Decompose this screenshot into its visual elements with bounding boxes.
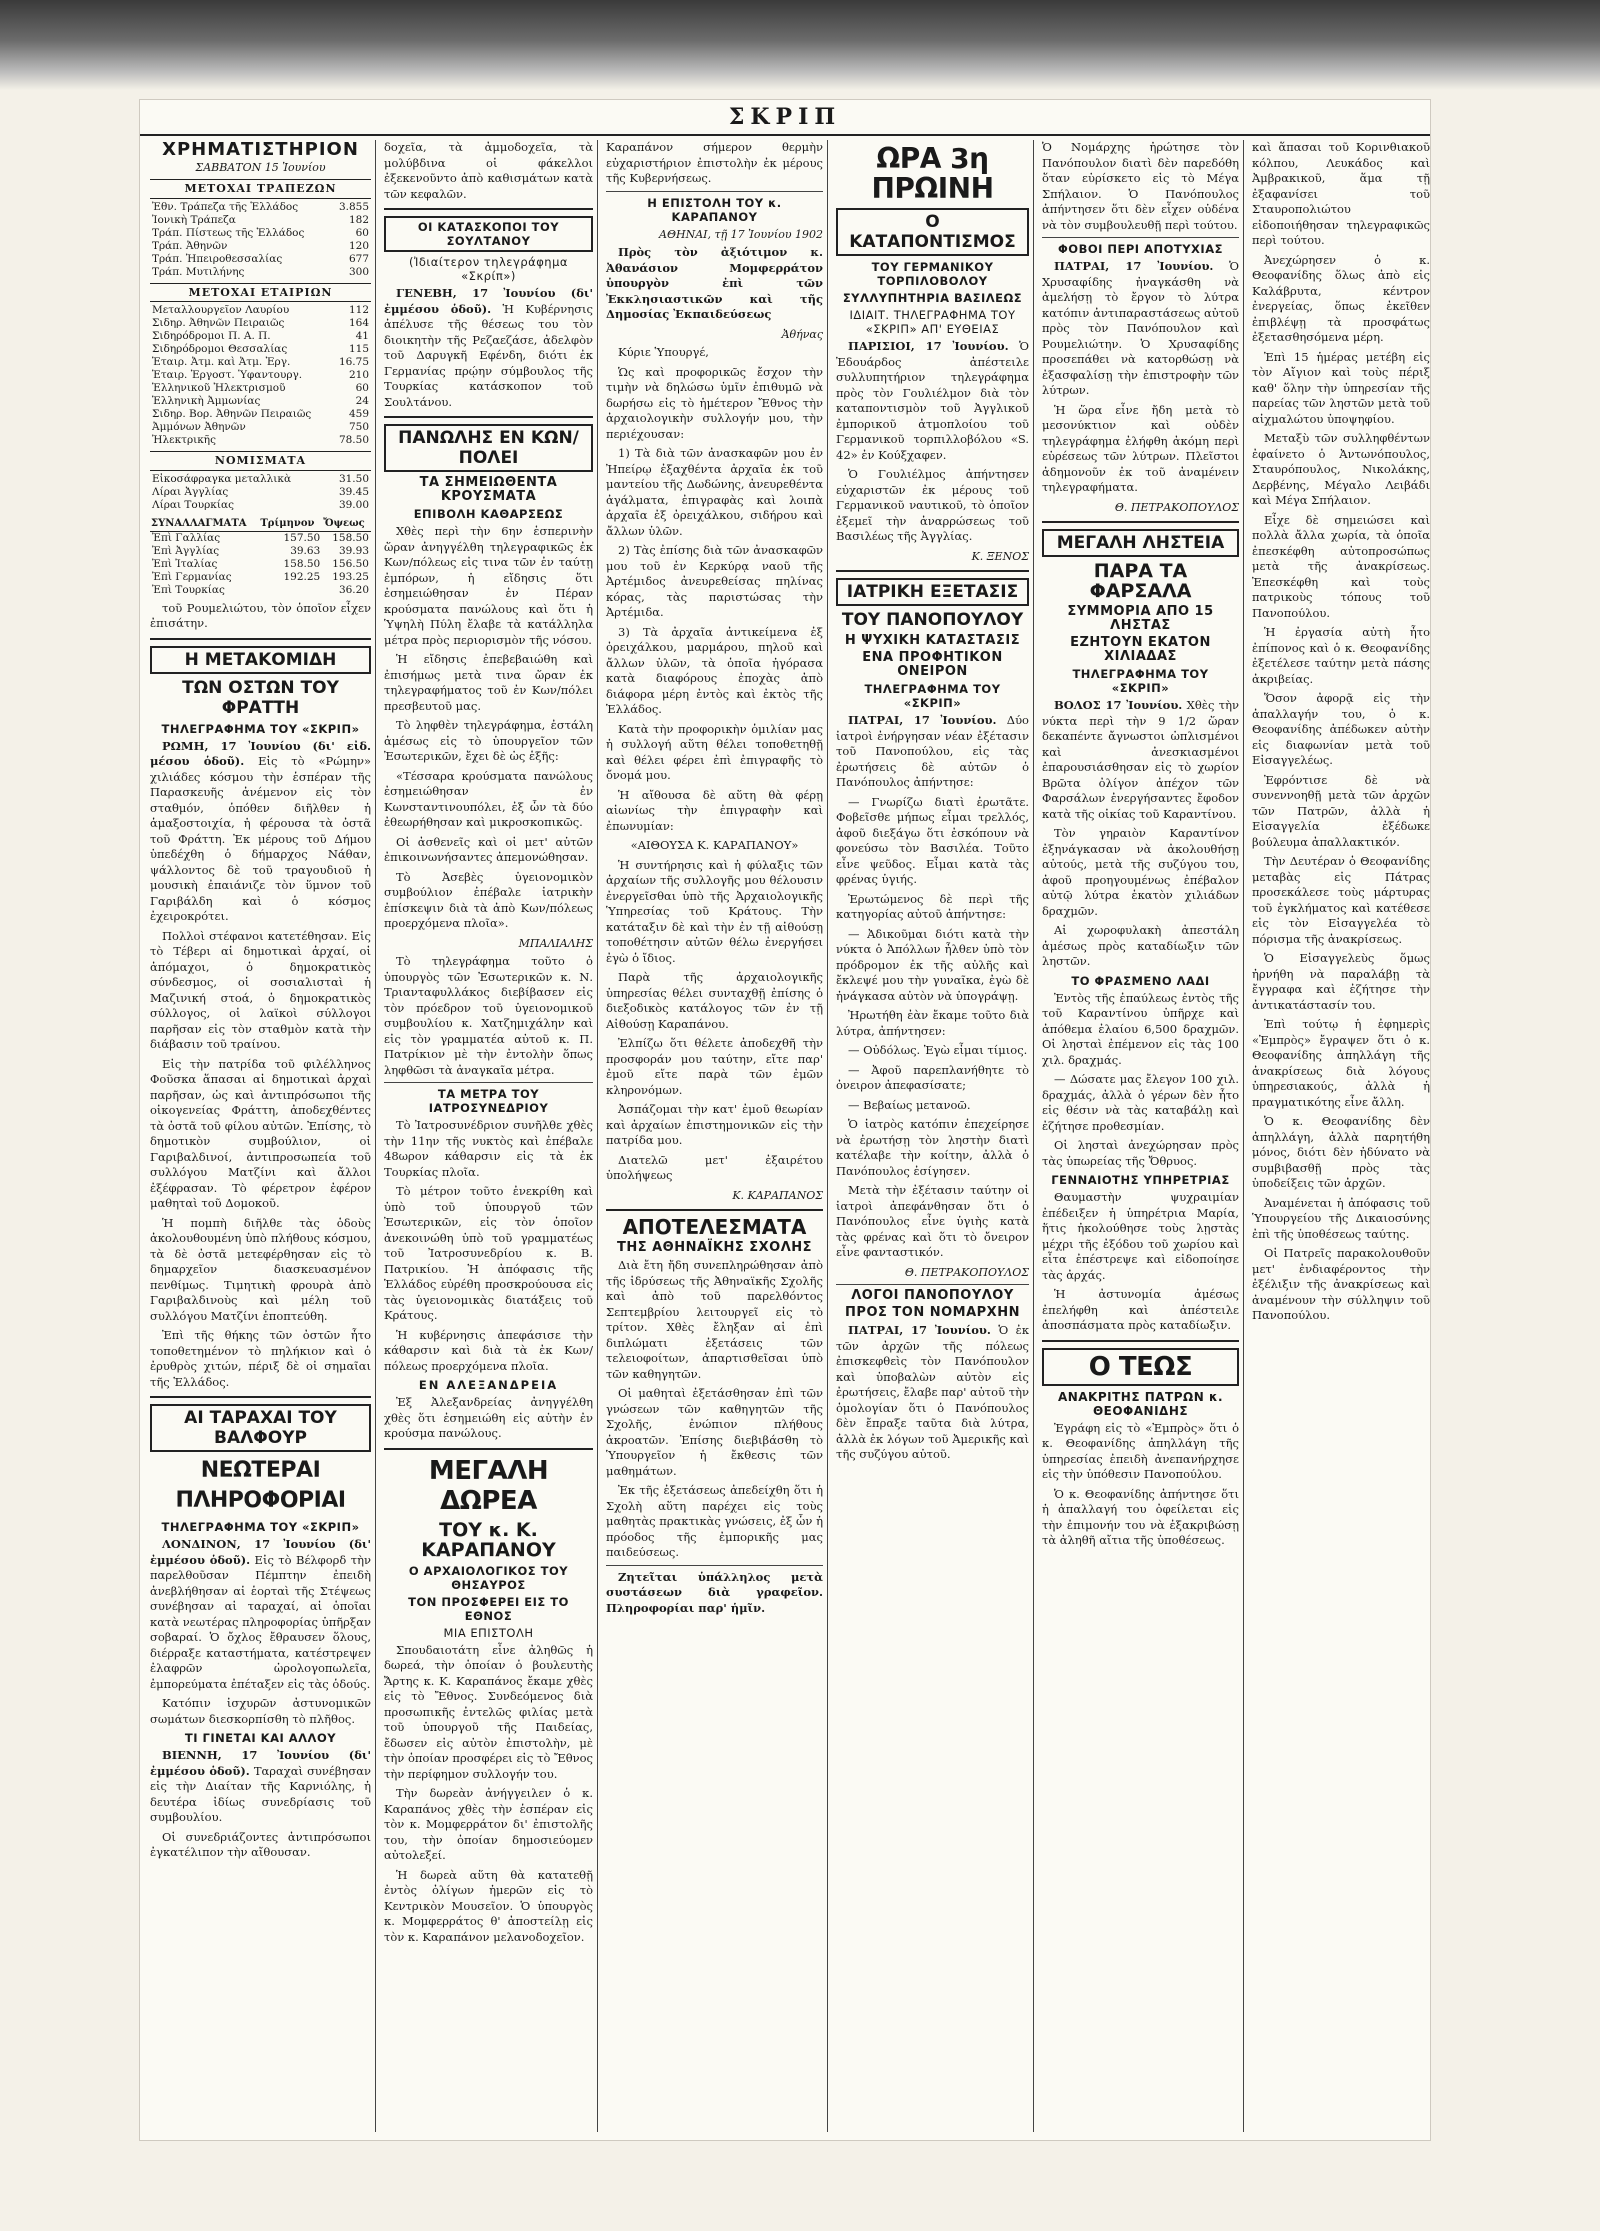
col6-p9: Τὴν Δευτέραν ὁ Θεοφανίδης μεταβὰς εἰς Πάτρας προσεκάλεσε τοὺς μάρτυρας τοῦ ἐγκλήματος καὶ κατέθεσε εἰς τὸν Εἰσαγγελέα τὸ πόρισμα τῆς ἀνακρίσεως. bbox=[1252, 854, 1430, 946]
company-name: Σιδηρόδρομοι Θεσσαλίας bbox=[152, 343, 288, 355]
rule bbox=[836, 570, 1029, 572]
letter-p9: Παρὰ τῆς ἀρχαιολογικῆς ὑπηρεσίας θέλει συνταχθῇ ἐπίσης ὁ διεξοδικὸς κατάλογος τῶν ἐν τῇ Αἰθούσῃ Καραπάνου. bbox=[606, 970, 823, 1031]
exchange-date: ΣΑΒΒΑΤΟΝ 15 Ἰουνίου bbox=[195, 160, 326, 174]
vienna-p1: Ταραχαὶ συνέβησαν εἰς τὴν Διαίταν τῆς Καρνιόλης, ἡ δευτέρα ἰδίως συνεδρίασις τοῦ συμβουλίου. bbox=[150, 1763, 372, 1824]
hospital-p3: Ἡ κυβέρνησις ἀπεφάσισε τὴν κάθαρσιν καὶ διὰ τὰ ἐκ Κων/πόλεως προερχόμενα πλοῖα. bbox=[384, 1327, 593, 1373]
results-p4: Ζητεῖται ὑπάλληλος μετὰ συστάσεων διὰ γραφεῖον. Πληροφορίαι παρ' ἡμῖν. bbox=[606, 1569, 823, 1615]
bank-row bbox=[150, 253, 371, 266]
fears-sign: Θ. ΠΕΤΡΑΚΟΠΟΥΛΟΣ bbox=[1114, 500, 1239, 514]
rule bbox=[384, 416, 593, 418]
company-row bbox=[150, 421, 371, 434]
donation-headline-4: ΤΟΝ ΠΡΟΣΦΕΡΕΙ ΕΙΣ ΤΟ ΕΘΝΟΣ bbox=[408, 1594, 569, 1623]
col6-p7: Ὅσον ἀφορᾷ εἰς τὴν ἀπαλλαγήν του, ὁ κ. Θεοφανίδης ἀπέδωκεν αὐτὴν εἰς διαφωνίαν μετὰ τοῦ Εἰσαγγελέως. bbox=[1252, 691, 1430, 767]
torpedo-p1: Ὁ Ἐδουάρδος ἀπέστειλε συλλυπητήριον τηλεγράφημα πρὸς τὸν Γουλιέλμον διὰ τὸν καταποντισμὸν τοῦ Ἀγγλικοῦ ἐμπορικοῦ ἀτμοπλοίου τοῦ Γερμανικοῦ τορπιλλοβόλου «S. 42» ἐν Κούξχαφεν. bbox=[836, 339, 1030, 462]
hospital-headline: ΤΑ ΜΕΤΡΑ ΤΟΥ ΙΑΤΡΟΣΥΝΕΔΡΙΟΥ bbox=[428, 1087, 549, 1115]
col3-intro: Καραπάνον σήμερον θερμὴν εὐχαριστήριον ἐπιστολὴν ἐκ μέρους τῆς Κυβερνήσεως. bbox=[606, 140, 823, 185]
torpedo-headline: ΩΡΑ 3η ΠΡΩΙΝΗ bbox=[871, 142, 994, 205]
robbery-headline-4: ΕΖΗΤΟΥΝ ΕΚΑΤΟΝ ΧΙΛΙΑΔΑΣ bbox=[1070, 635, 1211, 664]
fx-row bbox=[150, 531, 371, 545]
transfer-p5: Ἐπὶ τῆς θήκης τῶν ὀστῶν ἦτο τοποθετημένον τὸ πηλήκιον καὶ ὁ ἐρυθρὸς χιτών, πέριξ δὲ οἱ σημαῖαι τῆς Ἑλλάδος. bbox=[150, 1328, 371, 1389]
plague-headline-3: ΕΠΙΒΟΛΗ ΚΑΘΑΡΣΕΩΣ bbox=[413, 507, 564, 521]
exam-p9: Ὁ ἰατρὸς κατόπιν ἐπεχείρησε νὰ ἐρωτήσῃ τὸν ληστὴν διατὶ κατέλαβε τὴν κοίτην, ἀλλὰ ὁ Πανόπουλος ἐσίγησεν. bbox=[836, 1117, 1029, 1178]
rule bbox=[606, 1565, 823, 1566]
col6-p11: Ἐπὶ τούτῳ ἡ ἐφημερὶς «Ἐμπρὸς» ἔγραψεν ὅτι ὁ κ. Θεοφανίδης ἀπηλλάγη τῆς ἀνακρίσεως διὰ λόγους ὑπηρεσιακούς, ἀλλὰ ἡ πραγματικότης εἶνε ἄλλη. bbox=[1252, 1017, 1430, 1109]
column-4 bbox=[832, 140, 1034, 2132]
company-value: 750 bbox=[348, 421, 369, 433]
letter-p4: 3) Τὰ ἀρχαῖα ἀντικείμενα ἐξ ὀρειχάλκου, μαρμάρου, πηλοῦ καὶ ἄλλων ὑλῶν, τὰ ὁποῖα ἠγόρασα κατὰ διαφόρους ἐποχὰς ἀπὸ διάφορα μέρη ἐντὸς καὶ ἐκτὸς τῆς Ἑλλάδος. bbox=[606, 624, 823, 716]
fx-value: 158.50 bbox=[332, 531, 369, 544]
rule bbox=[384, 1082, 593, 1083]
banks-title: ΜΕΤΟΧΑΙ ΤΡΑΠΕΖΩΝ bbox=[150, 179, 371, 199]
rule bbox=[150, 1396, 371, 1398]
company-value: 24 bbox=[355, 395, 369, 407]
company-value: 210 bbox=[348, 369, 369, 381]
fx-value: 156.50 bbox=[332, 557, 369, 570]
results-headline: ΑΠΟΤΕΛΕΣΜΑΤΑ bbox=[622, 1215, 807, 1239]
letter-p10: Ἐλπίζω ὅτι θέλετε ἀποδεχθῆ τὴν προσφοράν μου ταύτην, εἴτε παρ' ἐμοῦ εἴτε παρὰ τῶν ἐμῶν κληρονόμων. bbox=[606, 1036, 823, 1097]
fx-head-b: Ὄψεως bbox=[322, 516, 371, 532]
donation-headline: ΜΕΓΑΛΗ ΔΩΡΕΑ bbox=[428, 1455, 549, 1516]
letter-address: Πρὸς τὸν ἀξιότιμον κ. Ἀθανάσιον Μομφερράτον ὑπουργὸν ἐπὶ τῶν Ἐκκλησιαστικῶν καὶ τῆς Δημοσίας Ἐκπαιδεύσεως bbox=[606, 245, 823, 321]
company-value: 459 bbox=[348, 408, 369, 420]
companies-table bbox=[150, 304, 371, 447]
transfer-headline: Η ΜΕΤΑΚΟΜΙΔΗ bbox=[150, 646, 371, 674]
exam-headline: ΙΑΤΡΙΚΗ ΕΞΕΤΑΣΙΣ bbox=[836, 578, 1029, 606]
plague-p2: Ἡ εἴδησις ἐπεβεβαιώθη καὶ ἐπισήμως μετὰ τινα ὥραν ἐκ τηλεγραφήματος τοῦ ἐν Κων/πόλει πρεσβευτοῦ μας. bbox=[384, 652, 593, 713]
robbery-p8: Ἡ ἀστυνομία ἀμέσως ἐπελήφθη καὶ ἀπέστειλε ἀποσπάσματα πρὸς καταδίωξιν. bbox=[1042, 1287, 1239, 1332]
plague-p4: «Τέσσαρα κρούσματα πανώλους ἐσημειώθησαν ἐν Κωνσταντινουπόλει, ἐξ ὧν τὰ δύο ἐθεωρήθησαν καὶ μικροσκοπικῶς. bbox=[384, 768, 593, 829]
torpedo-p2: Ὁ Γουλιέλμος ἀπήντησεν εὐχαριστῶν ἐκ μέρους τοῦ Γερμανικοῦ ναυτικοῦ, τὸ ὁποῖον ἐξεμεῖ τὴν ἀναρρώσεως τοῦ Βασιλέως τῆς Ἀγγλίας. bbox=[836, 467, 1029, 543]
transfer-p1: Εἰς τὸ «Ρώμην» χιλιάδες κόσμου τὴν ἑσπέραν τῆς Παρασκευῆς ἀνέμενον εἰς τὸν σταθμόν, ὁπόθεν διῆλθεν ἡ ἁμαξοστοιχία, ἡ φέρουσα τὰ ὀστᾶ τοῦ Φράττη. Ἐκ μέρους τοῦ Δήμου ὑπεδέχθη ὁ δήμαρχος Νάθαν, ψάλλοντος δὲ τοῦ τραγουδιοῦ ἡ μουσικὴ ἐπαιάνιζε τὸν ὕμνον τοῦ Γαριβάλδη καὶ ὁ κόσμος ἐχειροκρότει. bbox=[150, 754, 371, 923]
letter-p3: 2) Τὰς ἐπίσης διὰ τῶν ἀνασκαφῶν μου τοῦ ἐν Κερκύρᾳ ναοῦ τῆς Ἀρτέμιδος ἀνευρεθείσας πηλίνας κόρας, τὰς παριστώσας τὴν Ἀρτέμιδα. bbox=[606, 543, 823, 619]
robbery-p2: Τὸν γηραιὸν Καραντίνον ἐξηνάγκασαν νὰ ἀκολουθήσῃ αὐτούς, μετὰ τῆς συζύγου του, ἀφοῦ προηγουμένως ἐπέβαλον αὐτῷ λύτρα ἑκατὸν χιλιάδων δραχμῶν. bbox=[1042, 826, 1239, 918]
donation-p2: Τὴν δωρεὰν ἀνήγγειλεν ὁ κ. Καραπάνος χθὲς τὴν ἑσπέραν εἰς τὸν κ. Μομφερράτον δι' ἐπιστολῆς του, τὴν ὁποίαν δημοσιεύομεν αὐτολεξεί. bbox=[384, 1786, 593, 1862]
rule bbox=[150, 638, 371, 640]
bank-name: Τράπ. Ἠπειροθεσσαλίας bbox=[152, 252, 283, 265]
fx-value: 36.20 bbox=[338, 583, 369, 596]
results-headline-2: ΤΗΣ ΑΘΗΝΑΪΚΗΣ ΣΧΟΛΗΣ bbox=[616, 1240, 813, 1255]
fx-row bbox=[150, 545, 371, 558]
theos-headline-2: ΑΝΑΚΡΙΤΗΣ ΠΑΤΡΩΝ κ. ΘΕΟΦΑΝΙΔΗΣ bbox=[1057, 1389, 1224, 1418]
company-row bbox=[150, 395, 371, 408]
letter-p8: Ἡ συντήρησις καὶ ἡ φύλαξις τῶν ἀρχαίων τῆς συλλογῆς μου θέλουσιν ἐνεργεῖσθαι ὑπὸ τῆς Ἀρχαιολογικῆς Ὑπηρεσίας τοῦ Κράτους. Τὴν κατάταξιν δὲ καὶ τὴν ἐν τῇ αἰθούσῃ τοποθέτησιν αὐτῶν θέλω ἐνεργήσει ἐγὼ ὁ ἴδιος. bbox=[606, 857, 823, 965]
sultan-p1: Ἡ Κυβέρνησις ἀπέλυσε τῆς θέσεως του τὸν διοικητὴν τῆς Ρεζαεζάσε, ἀδελφὸν τοῦ Δαρυγκῆ Εφένδη, διότι ἐκ Γερμανίας πρῴην σύμβουλος τῆς Τουρκίας κατάσκοπον τοῦ Σουλτάνου. bbox=[384, 301, 593, 409]
rule bbox=[1042, 1340, 1239, 1342]
other-headline: ΤΙ ΓΙΝΕΤΑΙ ΚΑΙ ΑΛΛΟΥ bbox=[184, 1731, 337, 1745]
results-p1: Διὰ ἔτη ἤδη συνεπληρώθησαν ἀπὸ τῆς ἱδρύσεως τῆς Ἀθηναϊκῆς Σχολῆς καὶ ἀπὸ τοῦ παρελθόντος Σεπτεμβρίου λειτουργεῖ εἰς τὸ τρίτον. Χθὲς ἔληξαν αἱ ἐπὶ διπλώματι ἐξετάσεις τῶν τελειοφοίτων, ἀπαρτισθεῖσαι ὑπὸ τῶν καθηγητῶν. bbox=[606, 1258, 823, 1381]
alexandria-headline: ΕΝ ΑΛΕΞΑΝΔΡΕΙΑ bbox=[418, 1378, 559, 1392]
company-row bbox=[150, 369, 371, 382]
bank-value: 3.855 bbox=[338, 200, 369, 213]
robbery-headline: ΜΕΓΑΛΗ ΛΗΣΤΕΙΑ bbox=[1042, 529, 1239, 557]
bank-name: Ἐθν. Τράπεζα τῆς Ἑλλάδος bbox=[152, 200, 299, 213]
exam-dateline: ΠΑΤΡΑΙ, 17 Ἰουνίου. bbox=[848, 713, 997, 727]
col6-p2: Ἀνεχώρησεν ὁ κ. Θεοφανίδης ὅλως ἀπὸ εἰς Καλάβρυτα, κέντρον ἐνεργείας, ὅπως ἐκεῖθεν ἐπιβλέψῃ τὰ προσφάτως ἐξετασθησόμενα μέρη. bbox=[1252, 252, 1430, 344]
letter-p2: 1) Τὰ διὰ τῶν ἀνασκαφῶν μου ἐν Ἠπείρῳ ἐξαχθέντα ἀρχαῖα ἐκ τοῦ μαντείου τῆς Δωδώνης, ἀνευρεθέντα ἀγάλματα, ἐπιγραφὰς καὶ λοιπὰ ἀρχαῖα ἐξ ὀρειχάλκου, σιδήρου καὶ ἄλλων ὑλῶν. bbox=[606, 446, 823, 538]
col6-p14: Οἱ Πατρεῖς παρακολουθοῦν μετ' ἐνδιαφέροντος τὴν ἐξέλιξιν τῆς ἀνακρίσεως καὶ ἀναμένουν τὴν σύλληψιν τοῦ Πανοπούλου. bbox=[1252, 1246, 1430, 1322]
rule bbox=[1042, 521, 1239, 523]
company-row bbox=[150, 317, 371, 330]
coins-table bbox=[150, 473, 371, 512]
letter-salutation: Κύριε Ὑπουργέ, bbox=[618, 345, 709, 359]
company-name: Σιδηρ. Βορ. Ἀθηνῶν Πειραιῶς bbox=[152, 408, 312, 420]
balfour-p1: Εἰς τὸ Βέλφορδ τὴν παρελθοῦσαν Πέμπτην ἐπειδὴ ἀνεβλήθησαν αἱ ἑορταὶ τῆς Στέψεως συνέβησαν αἱ ταραχαί, αἱ ὁποῖαι κατὰ νεωτέρας πληροφορίας ὑπῆρξαν σοβαραί. Ὁ ὄχλος ἔθραυσεν ὅλους, διέρραξε καταστήματα, κατέστρεψεν ἐλαφρῶν ὠρολογοπωλεῖα, ἐμπορεύματα ἐπέταξεν εἰς τὰς ὁδούς. bbox=[150, 1552, 371, 1691]
oil-headline: ΤΟ ΦΡΑΣΜΕΝΟ ΛΑΔΙ bbox=[1071, 973, 1210, 988]
col6-p5: Εἶχε δὲ σημειώσει καὶ πολλὰ ἄλλα χωρία, τὰ ὁποῖα ἐπεσκέφθη αὐτοπροσώπως μετὰ τῆς ἀνακρίσεως. Ἐπεσκέφθη καὶ τοὺς πατρικοὺς τόπους τοῦ Πανοπούλου. bbox=[1252, 512, 1430, 620]
company-value: 164 bbox=[348, 317, 369, 329]
col6-p13: Ἀναμένεται ἡ ἀπόφασις τοῦ Ὑπουργείου τῆς Δικαιοσύνης ἐπὶ τῆς ὑποθέσεως ταύτης. bbox=[1252, 1195, 1430, 1241]
bank-name: Τράπ. Ἀθηνῶν bbox=[152, 239, 228, 252]
bank-row bbox=[150, 240, 371, 253]
company-row bbox=[150, 343, 371, 356]
exam-p7: — Ἀφοῦ παρεπλανήθητε τὸ ὀνειρον ἀπεφασίσατε; bbox=[836, 1062, 1029, 1092]
exam-p1: Δύο ἰατροὶ ἐνήργησαν νέαν ἐξέτασιν τοῦ Πανοπούλου, εἰς τὰς ἐρωτήσεις δὲ αὐτῶν ὁ Πανόπουλος ἀπήντησε: bbox=[836, 713, 1029, 789]
plague-sign: ΜΠΑΛΙΑΛΗΣ bbox=[518, 936, 593, 950]
company-name: Ἑταιρ. Ἀτμ. καὶ Ἀτμ. Ἐργ. bbox=[152, 356, 291, 368]
donation-headline-2: ΤΟΥ κ. Κ. ΚΑΡΑΠΑΝΟΥ bbox=[421, 1518, 556, 1561]
company-name: Σιδηρ. Ἀθηνῶν Πειραιῶς bbox=[152, 317, 285, 329]
company-row bbox=[150, 408, 371, 421]
coin-row bbox=[150, 473, 371, 486]
theos-p2: Ὁ κ. Θεοφανίδης ἀπήντησε ὅτι ἡ ἀπαλλαγή του ὀφείλεται εἰς τὴν ἐπιμονήν του νὰ ἐξακριβώσῃ τὰ ἀληθῆ αἴτια τῆς ὑποθέσεως. bbox=[1042, 1486, 1239, 1547]
exam-p8: — Βεβαίως μετανοῶ. bbox=[848, 1097, 971, 1112]
plague-headline-2: ΤΑ ΣΗΜΕΙΩΘΕΝΤΑ ΚΡΟΥΣΜΑΤΑ bbox=[419, 475, 558, 504]
robbery-headline-3: ΣΥΜΜΟΡΙΑ ΑΠΟ 15 ΛΗΣΤΑΣ bbox=[1067, 604, 1214, 633]
company-name: Ἑταιρ. Ἐργοστ. Ὑφαντουργ. bbox=[152, 369, 303, 381]
exam-p3: Ἐρωτώμενος δὲ περὶ τῆς κατηγορίας αὐτοῦ ἀπήντησε: bbox=[836, 891, 1029, 921]
sultan-headline: ΟΙ ΚΑΤΑΣΚΟΠΟΙ ΤΟΥ ΣΟΥΛΤΑΝΟΥ bbox=[384, 216, 593, 252]
col6-p3: Ἐπὶ 15 ἡμέρας μετέβη εἰς τὸν Αἴγιον καὶ τοὺς πέριξ καθ' ὅλην τὴν ὑπηρεσίαν τῆς παρείας τῶν ληστῶν μετὰ τοῦ αἰχμαλώτου ὑποψηφίου. bbox=[1252, 349, 1430, 426]
bank-row bbox=[150, 214, 371, 227]
words-headline: ΛΟΓΟΙ ΠΑΝΟΠΟΥΛΟΥ bbox=[851, 1288, 1014, 1303]
rule bbox=[1042, 237, 1239, 238]
rule bbox=[606, 1209, 823, 1211]
servant-headline: ΓΕΝΝΑΙΟΤΗΣ ΥΠΗΡΕΤΡΙΑΣ bbox=[1051, 1173, 1230, 1187]
coin-value: 39.45 bbox=[338, 485, 369, 498]
theos-p1: Ἐγράφη εἰς τὸ «Ἐμπρὸς» ὅτι ὁ κ. Θεοφανίδης ἀπηλλάγη τῆς ὑπηρεσίας ἐπειδὴ ἀνεπανήρχησε εἰς τὴν ὑπόθεσιν Πανοπούλου. bbox=[1042, 1420, 1239, 1481]
exam-headline-3: Η ΨΥΧΙΚΗ ΚΑΤΑΣΤΑΣΙΣ bbox=[844, 633, 1021, 648]
col6-p8: Ἐφρόντισε δὲ νὰ συνεννοηθῇ μετὰ τῶν ἀρχῶν τῶν Πατρῶν, ἀλλὰ ἡ Εἰσαγγελία ἐξέδωκε βούλευμα ἀπαλλακτικόν. bbox=[1252, 772, 1430, 849]
exam-p4: — Ἀδικοῦμαι διότι κατὰ τὴν νύκτα ὁ Ἀπόλλων ἦλθεν ὑπὸ τὸν πρόδρομον ἐκ τῆς αὐλῆς καὶ ἔκλεψέ μου τὴν γυναῖκα, ἐγὼ δὲ ἠνάγκασα αὐτὸν νὰ ὑπογράψῃ. bbox=[836, 926, 1029, 1003]
robbery-dateline: ΒΟΛΟΣ 17 Ἰουνίου. bbox=[1054, 698, 1183, 712]
balfour-headline-2: ΝΕΩΤΕΡΑΙ ΠΛΗΡΟΦΟΡΙΑΙ bbox=[175, 1458, 346, 1513]
fx-name: Ἐπὶ Γαλλίας bbox=[152, 531, 221, 544]
exam-sub: ΤΗΛΕΓΡΑΦΗΜΑ ΤΟΥ «ΣΚΡΙΠ» bbox=[864, 682, 1001, 710]
bank-row bbox=[150, 266, 371, 279]
donation-headline-3: Ο ΑΡΧΑΙΟΛΟΓΙΚΟΣ ΤΟΥ ΘΗΣΑΥΡΟΣ bbox=[408, 1563, 569, 1592]
fx-note: τοῦ Ρουμελιώτου, τὸν ὁποῖον εἶχεν ἐπισάτην. bbox=[150, 600, 371, 630]
exam-p10: Μετὰ τὴν ἐξέτασιν ταύτην οἱ ἰατροὶ ἀπεφάνθησαν ὅτι ὁ Πανόπουλος εἶνε ὑγιὴς κατὰ τὰς φρένας καὶ ὅτι τὸ ὄνειρον εἶνε φανταστικόν. bbox=[836, 1183, 1029, 1259]
balfour-headline: ΑΙ ΤΑΡΑΧΑΙ ΤΟΥ ΒΑΛΦΟΥΡ bbox=[150, 1404, 371, 1452]
rule bbox=[384, 1448, 593, 1450]
fx-row bbox=[150, 584, 371, 597]
company-value: 60 bbox=[355, 382, 369, 394]
letter-sign: Κ. ΚΑΡΑΠΑΝΟΣ bbox=[732, 1188, 823, 1202]
fx-table bbox=[150, 516, 371, 597]
plague-p7: Τὸ τηλεγράφημα τοῦτο ὁ ὑπουργὸς τῶν Ἐσωτερικῶν κ. Ν. Τριανταφυλλάκος διεβίβασεν εἰς τὸν πρόεδρον τοῦ ὑγειονομικοῦ συμβουλίου κ. Χατζημιχάλην καὶ εἰς τὸν γραμματέα αὐτοῦ κ. Π. Πατρίκιον μὲ τὴν ἐντολὴν ὅπως ληφθῶσι τὰ ἀναγκαῖα μέτρα. bbox=[384, 954, 593, 1077]
col6-p6: Ἡ ἐργασία αὐτὴ ἦτο ἐπίπονος καὶ ὁ κ. Θεοφανίδης ἐξετέλεσε ταύτην μετὰ πάσης ἀκριβείας. bbox=[1252, 625, 1430, 686]
transfer-p4: Ἡ πομπὴ διῆλθε τὰς ὁδοὺς ἀκολουθουμένη ὑπὸ πλήθους κόσμου, τὰ δὲ ὀστᾶ μετεφέρθησαν εἰς τὸ δημαρχεῖον διασκευασμένον πενθίμως. Τιμητικὴ φρουρὰ ἀπὸ Γαριβαλδινοὺς καὶ μέλη τοῦ συλλόγου Ματζίνι ἐποπτεύθη. bbox=[150, 1215, 371, 1323]
fx-row bbox=[150, 558, 371, 571]
coin-row bbox=[150, 499, 371, 512]
torpedo-sub: ΙΔΙΑΙΤ. ΤΗΛΕΓΡΑΦΗΜΑ ΤΟΥ «ΣΚΡΙΠ» ΑΠ' ΕΥΘΕΙΑΣ bbox=[849, 308, 1016, 336]
exam-p2: — Γνωρίζω διατὶ ἐρωτᾶτε. Φοβεῖσθε μήπως εἶμαι τρελλός, ἀφοῦ διεξάγω ὅτι ἐσκόπουν νὰ φονεύσω τὸν Βασιλέα. Τοῦτο εἶνε ψεῦδος. Εἶμαι κατὰ τὰς φρένας ὑγιής. bbox=[836, 794, 1029, 886]
fx-title: ΣΥΝΑΛΛΑΓΜΑΤΑ bbox=[150, 516, 259, 532]
words-dateline: ΠΑΤΡΑΙ, 17 Ἰουνίου. bbox=[848, 1323, 991, 1337]
donation-p1: Σπουδαιοτάτη εἶνε ἀληθῶς ἡ δωρεά, τὴν ὁποίαν ὁ βουλευτὴς Ἄρτης κ. Κ. Καραπάνος ἔκαμε χθὲς εἰς τὸ Ἔθνος. Συνδεόμενος διὰ προσωπικῆς ἐντελῶς φιλίας μετὰ τοῦ ὑπουργοῦ τῆς Παιδείας, ἔδωσεν εἰς αὐτὸν ἐπιστολὴν, μὲ τὴν ὁποίαν προσφέρει εἰς τὸ Ἔθνος τὴν περίφημον συλλογήν του. bbox=[384, 1642, 593, 1781]
torpedo-dateline: ΠΑΡΙΣΙΟΙ, 17 Ἰουνίου. bbox=[848, 339, 1009, 353]
coin-name: Λίραι Τουρκίας bbox=[152, 498, 234, 511]
fx-row bbox=[150, 571, 371, 584]
robbery-p1: Χθὲς τὴν νύκτα περὶ τὴν 9 1/2 ὥραν δεκαπέντε ἄγνωστοι ὡπλισμένοι καὶ ἀνεσκιασμένοι ἐπαρουσιάσθησαν εἰς τὸ χωρίον Βρῶτα ὀλίγον ἀπέχον τῶν Φαρσάλων ἐνεργήσαντες ἔφοδον κατὰ τῆς οἰκίας τοῦ Καραντίνου. bbox=[1042, 698, 1239, 821]
company-row bbox=[150, 304, 371, 317]
fx-value bbox=[259, 584, 322, 597]
coin-value: 39.00 bbox=[338, 498, 369, 511]
col2-intro: δοχεῖα, τὰ ἀμμοδοχεῖα, τὰ μολύβδινα οἱ φάκελλοι ἐξεκενοῦντο ἀπὸ καθισμάτων κατὰ τῶν κεφαλῶν. bbox=[384, 140, 593, 201]
robbery-p3: Αἱ χωροφυλακὴ ἀπεστάλη ἀμέσως πρὸς καταδίωξιν τῶν ληστῶν. bbox=[1042, 923, 1239, 968]
exam-sign: Θ. ΠΕΤΡΑΚΟΠΟΥΛΟΣ bbox=[904, 1265, 1029, 1279]
scan-edge bbox=[0, 0, 1600, 90]
letter-p11: Ἀσπάζομαι τὴν κατ' ἐμοῦ θεωρίαν καὶ ἀρχαίων ἐπιστημονικῶν εἰς τὴν πατρίδα μου. bbox=[606, 1102, 823, 1147]
company-row bbox=[150, 356, 371, 369]
coins-title: ΝΟΜΙΣΜΑΤΑ bbox=[150, 451, 371, 471]
fx-value: 39.93 bbox=[338, 544, 369, 557]
fears-headline: ΦΟΒΟΙ ΠΕΡΙ ΑΠΟΤΥΧΙΑΣ bbox=[1058, 242, 1223, 256]
exam-p5: Ἠρωτήθη ἐὰν ἔκαμε τοῦτο διὰ λύτρα, ἀπήντησεν: bbox=[836, 1008, 1029, 1038]
results-p3: Ἐκ τῆς ἐξετάσεως ἀπεδείχθη ὅτι ἡ Σχολὴ αὕτη παρέχει εἰς τοὺς μαθητὰς πρακτικὰς γνώσεις, ἐξ ὧν ἡ πρόοδος τῆς ἐμπορικῆς μας παιδεύσεως. bbox=[606, 1483, 823, 1559]
col6-p10: Ὁ Εἰσαγγελεὺς ὅμως ἠρνήθη νὰ παραλάβῃ τὰ ἔγγραφα καὶ ἐζήτησε τὴν ἀντικατάστασίν του. bbox=[1252, 951, 1430, 1012]
company-value: 78.50 bbox=[338, 434, 369, 446]
company-value: 112 bbox=[348, 304, 369, 316]
robbery-headline-2: ΠΑΡΑ ΤΑ ΦΑΡΣΑΛΑ bbox=[1089, 560, 1192, 602]
letter-headline: Η ΕΠΙΣΤΟΛΗ ΤΟΥ κ. ΚΑΡΑΠΑΝΟΥ bbox=[647, 195, 782, 224]
torpedo-headline-4: ΣΥΛΛΥΠΗΤΗΡΙΑ ΒΑΣΙΛΕΩΣ bbox=[842, 291, 1023, 305]
company-name: Μεταλλουργεῖον Λαυρίου bbox=[152, 304, 290, 316]
sultan-dateline: ΓΕΝΕΒΗ, 17 Ἰουνίου (δι' ἐμμέσου ὁδοῦ). bbox=[384, 286, 593, 316]
fx-name: Ἐπὶ Ἀγγλίας bbox=[152, 544, 220, 557]
company-row bbox=[150, 330, 371, 343]
torpedo-headline-3: ΤΟΥ ΓΕΡΜΑΝΙΚΟΥ ΤΟΡΠΙΛΟΒΟΛΟΥ bbox=[871, 260, 994, 288]
coin-value: 31.50 bbox=[338, 472, 369, 485]
robbery-sub: ΤΗΛΕΓΡΑΦΗΜΑ ΤΟΥ «ΣΚΡΙΠ» bbox=[1072, 667, 1209, 695]
exam-headline-2: ΤΟΥ ΠΑΝΟΠΟΥΛΟΥ bbox=[841, 610, 1024, 630]
robbery-p5: — Δώσατε μας ἔλεγον 100 χιλ. δραχμάς, ἀλλὰ ὁ γέρων δὲν ἦτο εἰς θέσιν νὰ τὰς καταβάλῃ καὶ ἐζήτησε προθεσμίαν. bbox=[1042, 1072, 1239, 1133]
rule bbox=[836, 1284, 1029, 1285]
col6-p4: Μεταξὺ τῶν συλληφθέντων ἐφαίνετο ὁ Ἀντωνόπουλος, Σταυρόπουλος, Νικολάκης, Δερβένης, Μέγαλο Λειβάδι καὶ Μέγα Σπήλαιον. bbox=[1252, 431, 1430, 507]
fx-name: Ἐπὶ Γερμανίας bbox=[152, 570, 232, 583]
fears-p1: Ὁ Χρυσαφίδης ἠναγκάσθη νὰ ἀμελήσῃ τὸ ἔργον τὸ λύτρα κατόπιν ἀντιπαραστάσεως αὐτοῦ πρὸς τὸν Πανόπουλον καὶ Ρουμελιώτην. Ὁ Χρυσαφίδης προσεπάθει νὰ κατορθώσῃ νὰ ἐξασφαλίσῃ τὴν ἐπιστροφὴν τῶν λύτρων. bbox=[1042, 259, 1240, 397]
plague-p5: Οἱ ἀσθενεῖς καὶ οἱ μετ' αὐτῶν ἐπικοινωνήσαντες ἀπεμονώθησαν. bbox=[384, 834, 593, 864]
company-row bbox=[150, 434, 371, 447]
banks-table bbox=[150, 201, 371, 279]
exam-headline-4: ΕΝΑ ΠΡΟΦΗΤΙΚΟΝ ΟΝΕΙΡΟΝ bbox=[862, 650, 1003, 679]
plague-p1: Χθὲς περὶ τὴν 6ην ἑσπερινὴν ὥραν ἀνηγγέλθη τηλεγραφικῶς ἐκ Κων/πόλεως εἰς τινα τῶν ἐν ταύτῃ ἐμπόρων, ἡ εἴδησις ὅτι ἐσημειώθησαν ἐν Πέραν κρούσματα πανώλους καὶ ὅτι ἡ Ὑψηλὴ Πύλη ἔλαβε τὰ κατάλληλα μέτρα πρὸς περιορισμὸν τῆς νόσου. bbox=[384, 524, 593, 647]
torpedo-headline-2: Ο ΚΑΤΑΠΟΝΤΙΣΜΟΣ bbox=[836, 208, 1029, 256]
fx-name: Ἐπὶ Ἰταλίας bbox=[152, 557, 218, 570]
transfer-sub: ΤΗΛΕΓΡΑΦΗΜΑ ΤΟΥ «ΣΚΡΙΠ» bbox=[161, 721, 360, 736]
fx-value: 158.50 bbox=[283, 557, 321, 570]
theos-headline: Ο ΤΕΩΣ bbox=[1042, 1348, 1239, 1386]
bank-name: Ἰονικὴ Τράπεζα bbox=[152, 213, 236, 226]
letter-p7: «ΑΙΘΟΥΣΑ Κ. ΚΑΡΑΠΑΝΟΥ» bbox=[630, 838, 799, 852]
company-name: Ἑλληνικοῦ Ἠλεκτρισμοῦ bbox=[152, 382, 286, 394]
words-headline-2: ΠΡΟΣ ΤΟΝ ΝΟΜΑΡΧΗΝ bbox=[845, 1305, 1020, 1320]
company-name: Ἀμμόνων Ἀθηνῶν bbox=[152, 421, 246, 433]
transfer-p2: Πολλοὶ στέφανοι κατετέθησαν. Εἰς τὸ Τέβερι αἱ δημοτικαὶ ἀρχαί, οἱ ἀπόμαχοι, ὁ δημοκρατικὸς σύνδεσμος, οἱ σοσιαλισταὶ ἡ Μαζινική στοά, ὁ δημοκρατικὸς σύλλογος, οἱ λαϊκοὶ σύλλογοι παρῆσαν εἰς τὸν σταθμὸν κατὰ τὴν διάβασιν τοῦ τραίνου. bbox=[150, 928, 371, 1051]
col5-intro: Ὁ Νομάρχης ἠρώτησε τὸν Πανόπουλον διατὶ δὲν παρεδόθη ὅταν εὑρίσκετο εἰς τὸ Μέγα Σπήλαιον. Ὁ Πανόπουλος ἀπήντησεν ὅτι δὲν εἶχεν οὐδένα νὰ τὸν συμβουλευθῇ περὶ τούτου. bbox=[1042, 140, 1239, 232]
plague-headline: ΠΑΝΩΛΗΣ ΕΝ ΚΩΝ/ΠΟΛΕΙ bbox=[384, 424, 593, 472]
letter-closing: Διατελῶ μετ' ἐξαιρέτου ὑπολήψεως bbox=[606, 1152, 823, 1182]
hospital-p2: Τὸ μέτρον τοῦτο ἐνεκρίθη καὶ ὑπὸ τοῦ ὑπουργοῦ τῶν Ἐσωτερικῶν, εἰς τὸν ὁποῖον ἀνεκοινώθη ὑπὸ τοῦ γραμματέως τοῦ Ἰατροσυνεδρίου κ. Β. Πατρικίου. Ἡ ἀπόφασις τῆς Ἑλλάδος εὐρέθη προσκρούουσα εἰς τὰς ὑγειονομικὰς διατάξεις τοῦ Κράτους. bbox=[384, 1184, 593, 1322]
fx-name: Ἐπὶ Τουρκίας bbox=[152, 583, 225, 596]
fx-value: 193.25 bbox=[332, 570, 369, 583]
results-p2: Οἱ μαθηταὶ ἐξετάσθησαν ἐπὶ τῶν γνώσεων τῶν καθηγητῶν τῆς Σχολῆς, ἐνώπιον πλήθους ἀκροατῶν. Ἐπίσης διεβιβάσθη τὸ Ὑπουργεῖον ἡ ἔκθεσις τῶν μαθημάτων. bbox=[606, 1386, 823, 1478]
robbery-p7: Θαυμαστὴν ψυχραιμίαν ἐπέδειξεν ἡ ὑπηρέτρια Μαρία, ἥτις ἠκολούθησε τοὺς λῃστὰς μέχρι τῆς ἐξόδου τοῦ χωρίου καὶ εἶτα ἐπέστρεψε καὶ εἰδοποίησε τὰς ἀρχάς. bbox=[1042, 1190, 1239, 1282]
fx-value: 192.25 bbox=[283, 570, 321, 583]
company-name: Ἑλληνικὴ Ἀμμωνίας bbox=[152, 395, 261, 407]
bank-value: 182 bbox=[348, 213, 369, 226]
fears-p2: Ἡ ὥρα εἶνε ἤδη μετὰ τὸ μεσονύκτιον καὶ οὐδὲν τηλεγράφημα ἐλήφθη ἀκόμη περὶ εὑρέσεως τῶν λύτρων. Πλεῖστοι ἀδημονοῦν ἐκ τοῦ ἀναμένειν τηλεγραφήματα. bbox=[1042, 402, 1239, 494]
bank-value: 60 bbox=[355, 226, 369, 239]
masthead: ΣΚΡΙΠ bbox=[140, 100, 1430, 136]
fears-dateline: ΠΑΤΡΑΙ, 17 Ἰουνίου. bbox=[1054, 259, 1214, 273]
rule bbox=[384, 208, 593, 210]
letter-dateline: ΑΘΗΝΑΙ, τῇ 17 Ἰουνίου 1902 bbox=[659, 227, 823, 241]
company-value: 41 bbox=[355, 330, 369, 342]
robbery-p6: Οἱ λησταὶ ἀνεχώρησαν πρὸς τὰς ὑπωρείας τῆς Ὄθρυος. bbox=[1042, 1138, 1239, 1168]
columns bbox=[146, 140, 1430, 2132]
col6-p1: καὶ ἅπασαι τοῦ Κορινθιακοῦ κόλπου, Λευκάδος καὶ Ἀμβρακικοῦ, ἅμα τῇ ἐξαφανίσει τοῦ Σταυροπολιώτου εἰδοποιήθησαν τηλεγραφικῶς περὶ τούτου. bbox=[1252, 140, 1430, 247]
transfer-dateline: ΡΩΜΗ, 17 Ἰουνίου (δι' εἰδ. μέσου ὁδοῦ). bbox=[150, 738, 371, 768]
coin-name: Λίραι Ἀγγλίας bbox=[152, 485, 229, 498]
plague-p3: Τὸ ληφθὲν τηλεγράφημα, ἐστάλη ἀμέσως εἰς τὸ ὑπουργεῖον τῶν Ἐσωτερικῶν, ἔχει δὲ ὡς ἑξῆς: bbox=[384, 718, 593, 763]
coin-name: Εἰκοσάφραγκα μεταλλικὰ bbox=[152, 472, 292, 485]
hospital-p1: Τὸ Ἰατροσυνέδριον συνῆλθε χθὲς τὴν 11ην τῆς νυκτὸς καὶ ἐπέβαλε 48ωρον κάθαρσιν εἰς τὰ ἐκ Τουρκίας πλοῖα. bbox=[384, 1118, 593, 1179]
donation-headline-5: ΜΙΑ ΕΠΙΣΤΟΛΗ bbox=[443, 1625, 534, 1640]
sultan-credit: (Ἰδιαίτερον τηλεγράφημα «Σκρίπ») bbox=[408, 255, 568, 283]
words-p1: Ὁ ἐκ τῶν ἀρχῶν τῆς πόλεως ἐπισκεφθεὶς τὸν Πανόπουλον καὶ ὑποβαλὼν αὐτὸν εἰς ἐρωτήσεις, ἔλαβε παρ' αὐτοῦ τὴν ὁμολογίαν ὅτι ὁ Πανόπουλος δὲν ἔπραξε ταῦτα διὰ λύτρα, ἀλλὰ ἐκ λόγων τοῦ Ἀμερικῆς καὶ τῆς συζύγου αὐτοῦ. bbox=[836, 1323, 1030, 1461]
exam-p6: — Οὐδόλως. Ἐγὼ εἶμαι τίμιος. bbox=[848, 1043, 1028, 1057]
column-1 bbox=[146, 140, 376, 2132]
company-name: Ἠλεκτρικῆς bbox=[152, 434, 216, 446]
bank-value: 120 bbox=[348, 239, 369, 252]
balfour-p2: Κατόπιν ἰσχυρῶν ἀστυνομικῶν σωμάτων διεσκορπίσθη τὸ πλῆθος. bbox=[150, 1696, 371, 1726]
letter-p6: Ἡ αἴθουσα δὲ αὕτη θὰ φέρῃ αἰωνίως τὴν ἐπιγραφὴν καὶ ἐπωνυμίαν: bbox=[606, 787, 823, 833]
letter-p5: Κατὰ τὴν προφορικὴν ὁμιλίαν μας ἡ συλλογή αὕτη θέλει τοποθετηθῇ καὶ θέλει φέρει ἐπὶ ἐπιγραφῆς τὸ ὄνομά μου. bbox=[606, 721, 823, 782]
company-name: Σιδηρόδρομοι Π. Α. Π. bbox=[152, 330, 271, 342]
col6-p12: Ὁ κ. Θεοφανίδης δὲν ἀπηλλάγη, ἀλλὰ παρητήθη μόνος, διότι δὲν ἠδύνατο νὰ συμβιβασθῇ πρὸς τὰς ὑποδείξεις τῶν ἀρχῶν. bbox=[1252, 1114, 1430, 1190]
column-2 bbox=[380, 140, 598, 2132]
transfer-p3: Εἰς τὴν πατρίδα τοῦ φιλέλληνος Φοῦσκα ἅπασαι αἱ δημοτικαὶ ἀρχαὶ παρῆσαν, ὡς καὶ ἀντιπρόσωποι τῆς οἰκογενείας Φράττη, ἀποδεχθέντες τὰ ὀστᾶ τοῦ φίλου αὐτῶν. Ἐπίσης, τὸ δημοτικὸν συμβούλιον, οἱ Γαριβαλδινοί, ἀντιπροσωπεία τοῦ συλλόγου Ματζίνι καὶ ἄλλοι ἐξέφρασαν. Τὸ φέρετρον ἐφέρον μαθηταὶ τοῦ Δομοκοῦ. bbox=[150, 1056, 371, 1210]
transfer-headline-2: ΤΩΝ ΟΣΤΩΝ ΤΟΥ ΦΡΑΤΤΗ bbox=[182, 677, 339, 718]
torpedo-sign: Κ. ΞΕΝΟΣ bbox=[971, 549, 1029, 563]
company-value: 115 bbox=[348, 343, 369, 355]
rule bbox=[606, 191, 823, 192]
donation-p3: Ἡ δωρεὰ αὕτη θὰ κατατεθῇ ἐντὸς ὀλίγων ἡμερῶν εἰς τὸ Κεντρικὸν Μουσεῖον. Ὁ ὑπουργὸς κ. Μομφερράτος θ' ἀποστείλῃ εἰς τὸν κ. Καραπάνον μελανοδοχεῖον. bbox=[384, 1867, 593, 1944]
robbery-p4: Ἐντὸς τῆς ἐπαύλεως ἐντὸς τῆς τοῦ Καραντίνου ὑπῆρχε καὶ ἀπόθεμα ἐλαίου 6,500 δραχμῶν. Οἱ λησταὶ ἐπέμενον εἰς τὰς 100 χιλ. δραχμάς. bbox=[1042, 990, 1239, 1067]
coin-row bbox=[150, 486, 371, 499]
letter-city: Ἀθήνας bbox=[781, 327, 823, 341]
bank-name: Τράπ. Μυτιλήνης bbox=[152, 265, 245, 278]
companies-title: ΜΕΤΟΧΑΙ ΕΤΑΙΡΙΩΝ bbox=[150, 283, 371, 303]
fx-value: 39.63 bbox=[290, 544, 321, 557]
bank-value: 300 bbox=[348, 265, 369, 278]
bank-name: Τράπ. Πίστεως τῆς Ἑλλάδος bbox=[152, 226, 305, 239]
letter-p1: Ὡς καὶ προφορικῶς ἔσχον τὴν τιμὴν νὰ δηλώσω ὑμῖν ἐπιθυμῶ νὰ δωρήσω εἰς τὸ ἡμέτερον Ἔθνος τὴν ἀρχαιολογικὴν συλλογήν μου, τὴν περιέχουσαν: bbox=[606, 364, 823, 441]
bank-row bbox=[150, 201, 371, 214]
vienna-dateline: ΒΙΕΝΝΗ, 17 Ἰουνίου (δι' ἐμμέσου ὁδοῦ). bbox=[150, 1748, 371, 1778]
column-6 bbox=[1248, 140, 1434, 2132]
company-value: 16.75 bbox=[338, 356, 369, 368]
company-row bbox=[150, 382, 371, 395]
column-3 bbox=[602, 140, 828, 2132]
plague-p6: Τὸ Ἀσεβὲς ὑγειονομικὸν συμβούλιον ἐπέβαλε ἰατρικὴν ἐπίσκεψιν διὰ τὰ ἀπὸ Κων/πόλεως προερχόμενα πλοῖα». bbox=[384, 869, 593, 930]
bank-row bbox=[150, 227, 371, 240]
balfour-dateline: ΛΟΝΔΙΝΟΝ, 17 Ἰουνίου (δι' ἐμμέσου ὁδοῦ). bbox=[150, 1537, 371, 1567]
balfour-sub: ΤΗΛΕΓΡΑΦΗΜΑ ΤΟΥ «ΣΚΡΙΠ» bbox=[161, 1520, 360, 1534]
fx-head-a: Τρίμηνον bbox=[259, 516, 322, 532]
bank-value: 677 bbox=[348, 252, 369, 265]
exchange-title: ΧΡΗΜΑΤΙΣΤΗΡΙΟΝ bbox=[162, 140, 359, 160]
newspaper-page bbox=[140, 100, 1430, 2140]
column-5 bbox=[1038, 140, 1244, 2132]
alexandria-p1: Ἐξ Ἀλεξανδρείας ἀνηγγέλθη χθὲς ὅτι ἐσημειώθη εἰς αὐτὴν ἐν κρούσμα πανώλους. bbox=[384, 1395, 593, 1440]
vienna-p2: Οἱ συνεδριάζοντες ἀντιπρόσωποι ἐγκατέλιπον τὴν αἴθουσαν. bbox=[150, 1829, 371, 1859]
fx-value: 157.50 bbox=[283, 531, 321, 544]
